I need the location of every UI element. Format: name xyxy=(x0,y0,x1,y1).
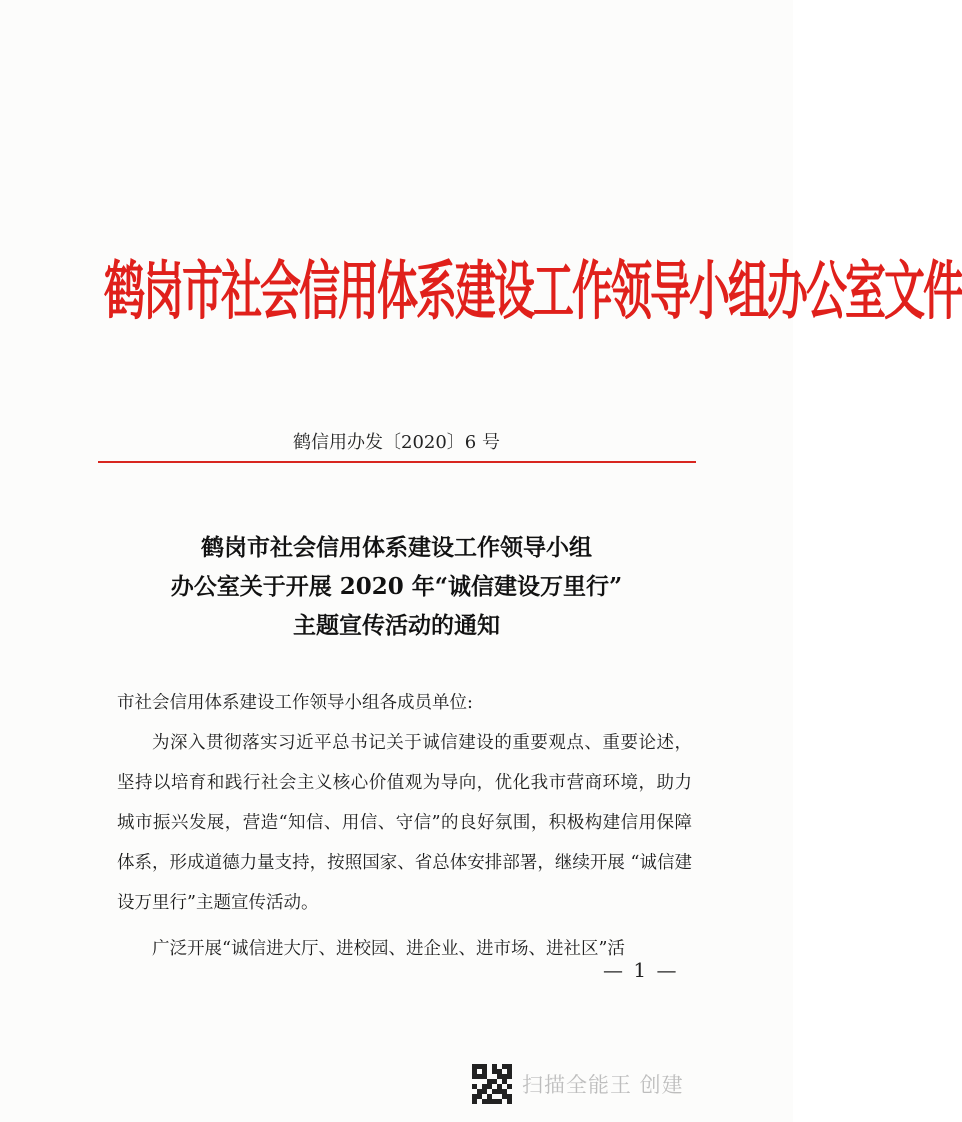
notice-title-line-1: 鹤岗市社会信用体系建设工作领导小组 xyxy=(201,534,592,561)
notice-body xyxy=(117,683,692,969)
watermark-text: 扫描全能王 创建 xyxy=(522,1073,684,1097)
body-paragraph-2: 广泛开展“诚信进大厅、进校园、进企业、进市场、进社区”活 xyxy=(152,939,625,959)
body-paragraph-1: 为深入贯彻落实习近平总书记关于诚信建设的重要观点、重要论述，坚持以培育和践行社会主义核心价值观为导向，优化我市营商环境，助力城市振兴发展，营造“知信、用信、守信”的良好氛围，积极构建信用保障体系，形成道德力量支持，按照国家、省总体安排部署，继续开展 “诚信建设万里行”主题宣传活动。 xyxy=(117,733,692,913)
notice-title xyxy=(100,528,693,645)
salutation: 市社会信用体系建设工作领导小组各成员单位: xyxy=(117,693,473,713)
scanner-watermark xyxy=(472,1063,684,1105)
notice-title-line-2: 办公室关于开展 2020 年“诚信建设万里行” xyxy=(170,573,623,600)
red-divider-line xyxy=(98,461,696,463)
qr-code-icon xyxy=(472,1064,512,1104)
document-number: 鹤信用办发〔2020〕6 号 xyxy=(293,432,500,453)
notice-title-line-3: 主题宣传活动的通知 xyxy=(293,612,500,639)
page-number: — 1 — xyxy=(603,958,679,982)
red-header-title: 鹤岗市社会信用体系建设工作领导小组办公室文件 xyxy=(104,253,962,329)
